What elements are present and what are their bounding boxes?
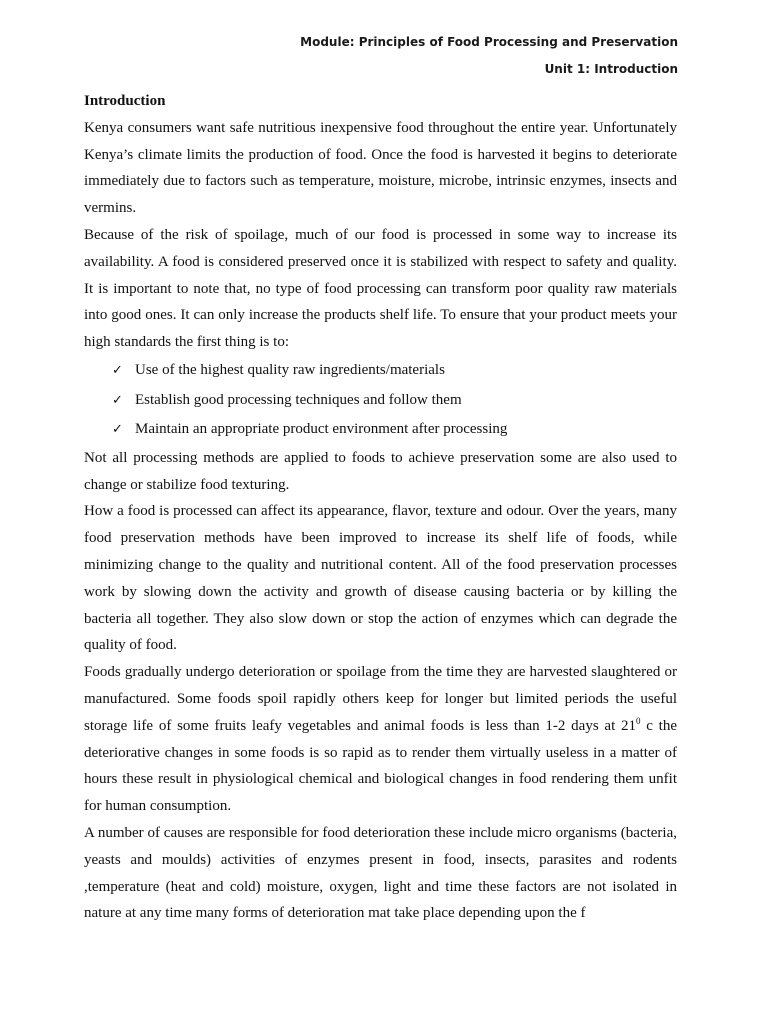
requirements-list [84, 356, 677, 445]
degree-superscript: 0 [636, 715, 641, 726]
list-item [112, 386, 677, 416]
document-body [84, 88, 677, 927]
unit-title: Unit 1: Introduction [544, 62, 678, 76]
module-title: Module: Principles of Food Processing and Preservation [300, 35, 678, 49]
paragraph-deterioration [84, 659, 677, 820]
paragraph-processing-effects: How a food is processed can affect its appearance, flavor, texture and odour. Over the years, many food preservation methods have been improved to increase its shelf life of foods, while minimizing change to the quality and nutritional content. All of the food preservation processes work by slowing down the activity and growth of disease causing bacteria or by killing the bacteria all together. They also slow down or stop the action of enzymes which can degrade the quality of food. [84, 503, 677, 654]
deterioration-text-cont: c the deteriorative changes in some foods is so rapid as to render them virtually useless in a matter of hours these result in physiological chemical and biological changes in food rendering them unfit for human consumption. [84, 717, 678, 815]
list-item [112, 415, 677, 445]
checkmark-icon: ✓ [112, 392, 123, 408]
list-item [112, 356, 677, 386]
checkmark-icon: ✓ [112, 362, 123, 378]
paragraph-intro: Kenya consumers want safe nutritious inexpensive food throughout the entire year. Unfortunately Kenya’s climate limits the production of food. Once the food is harvested it begins to deteriorate immediately due to factors such as temperature, moisture, microbe, intrinsic enzymes, insects and vermins. [84, 119, 677, 217]
section-heading: Introduction [84, 93, 166, 109]
paragraph-spoilage-risk: Because of the risk of spoilage, much of our food is processed in some way to increase its availability. A food is considered preserved once it is stabilized with respect to safety and quality. It is important to note that, no type of food processing can transform poor quality raw materials into good ones. It can only increase the products shelf life. To ensure that your product meets your high standards the first thing is to: [84, 226, 677, 351]
paragraph-causes: A number of causes are responsible for food deterioration these include micro organisms (bacteria, yeasts and moulds) activities of enzymes present in food, insects, parasites and rodents ,temperature (heat and cold) moisture, oxygen, light and time these factors are not isolated in nature at any time many forms of deterioration mat take place depending upon the f [84, 824, 677, 922]
list-item-text: Establish good processing techniques and follow them [135, 391, 462, 408]
checkmark-icon: ✓ [112, 422, 123, 438]
deterioration-text: Foods gradually undergo deterioration or spoilage from the time they are harvested slaughtered or manufactured. Some foods spoil rapidly others keep for longer but limited periods the useful storage life of some fruits leafy vegetables and animal foods is less than 1-2 days at 21 [84, 664, 677, 734]
paragraph-texturing: Not all processing methods are applied to foods to achieve preservation some are also used to change or stabilize food texturing. [84, 449, 677, 493]
list-item-text: Maintain an appropriate product environment after processing [135, 421, 508, 438]
page-header [300, 29, 678, 83]
list-item-text: Use of the highest quality raw ingredients/materials [135, 361, 445, 378]
